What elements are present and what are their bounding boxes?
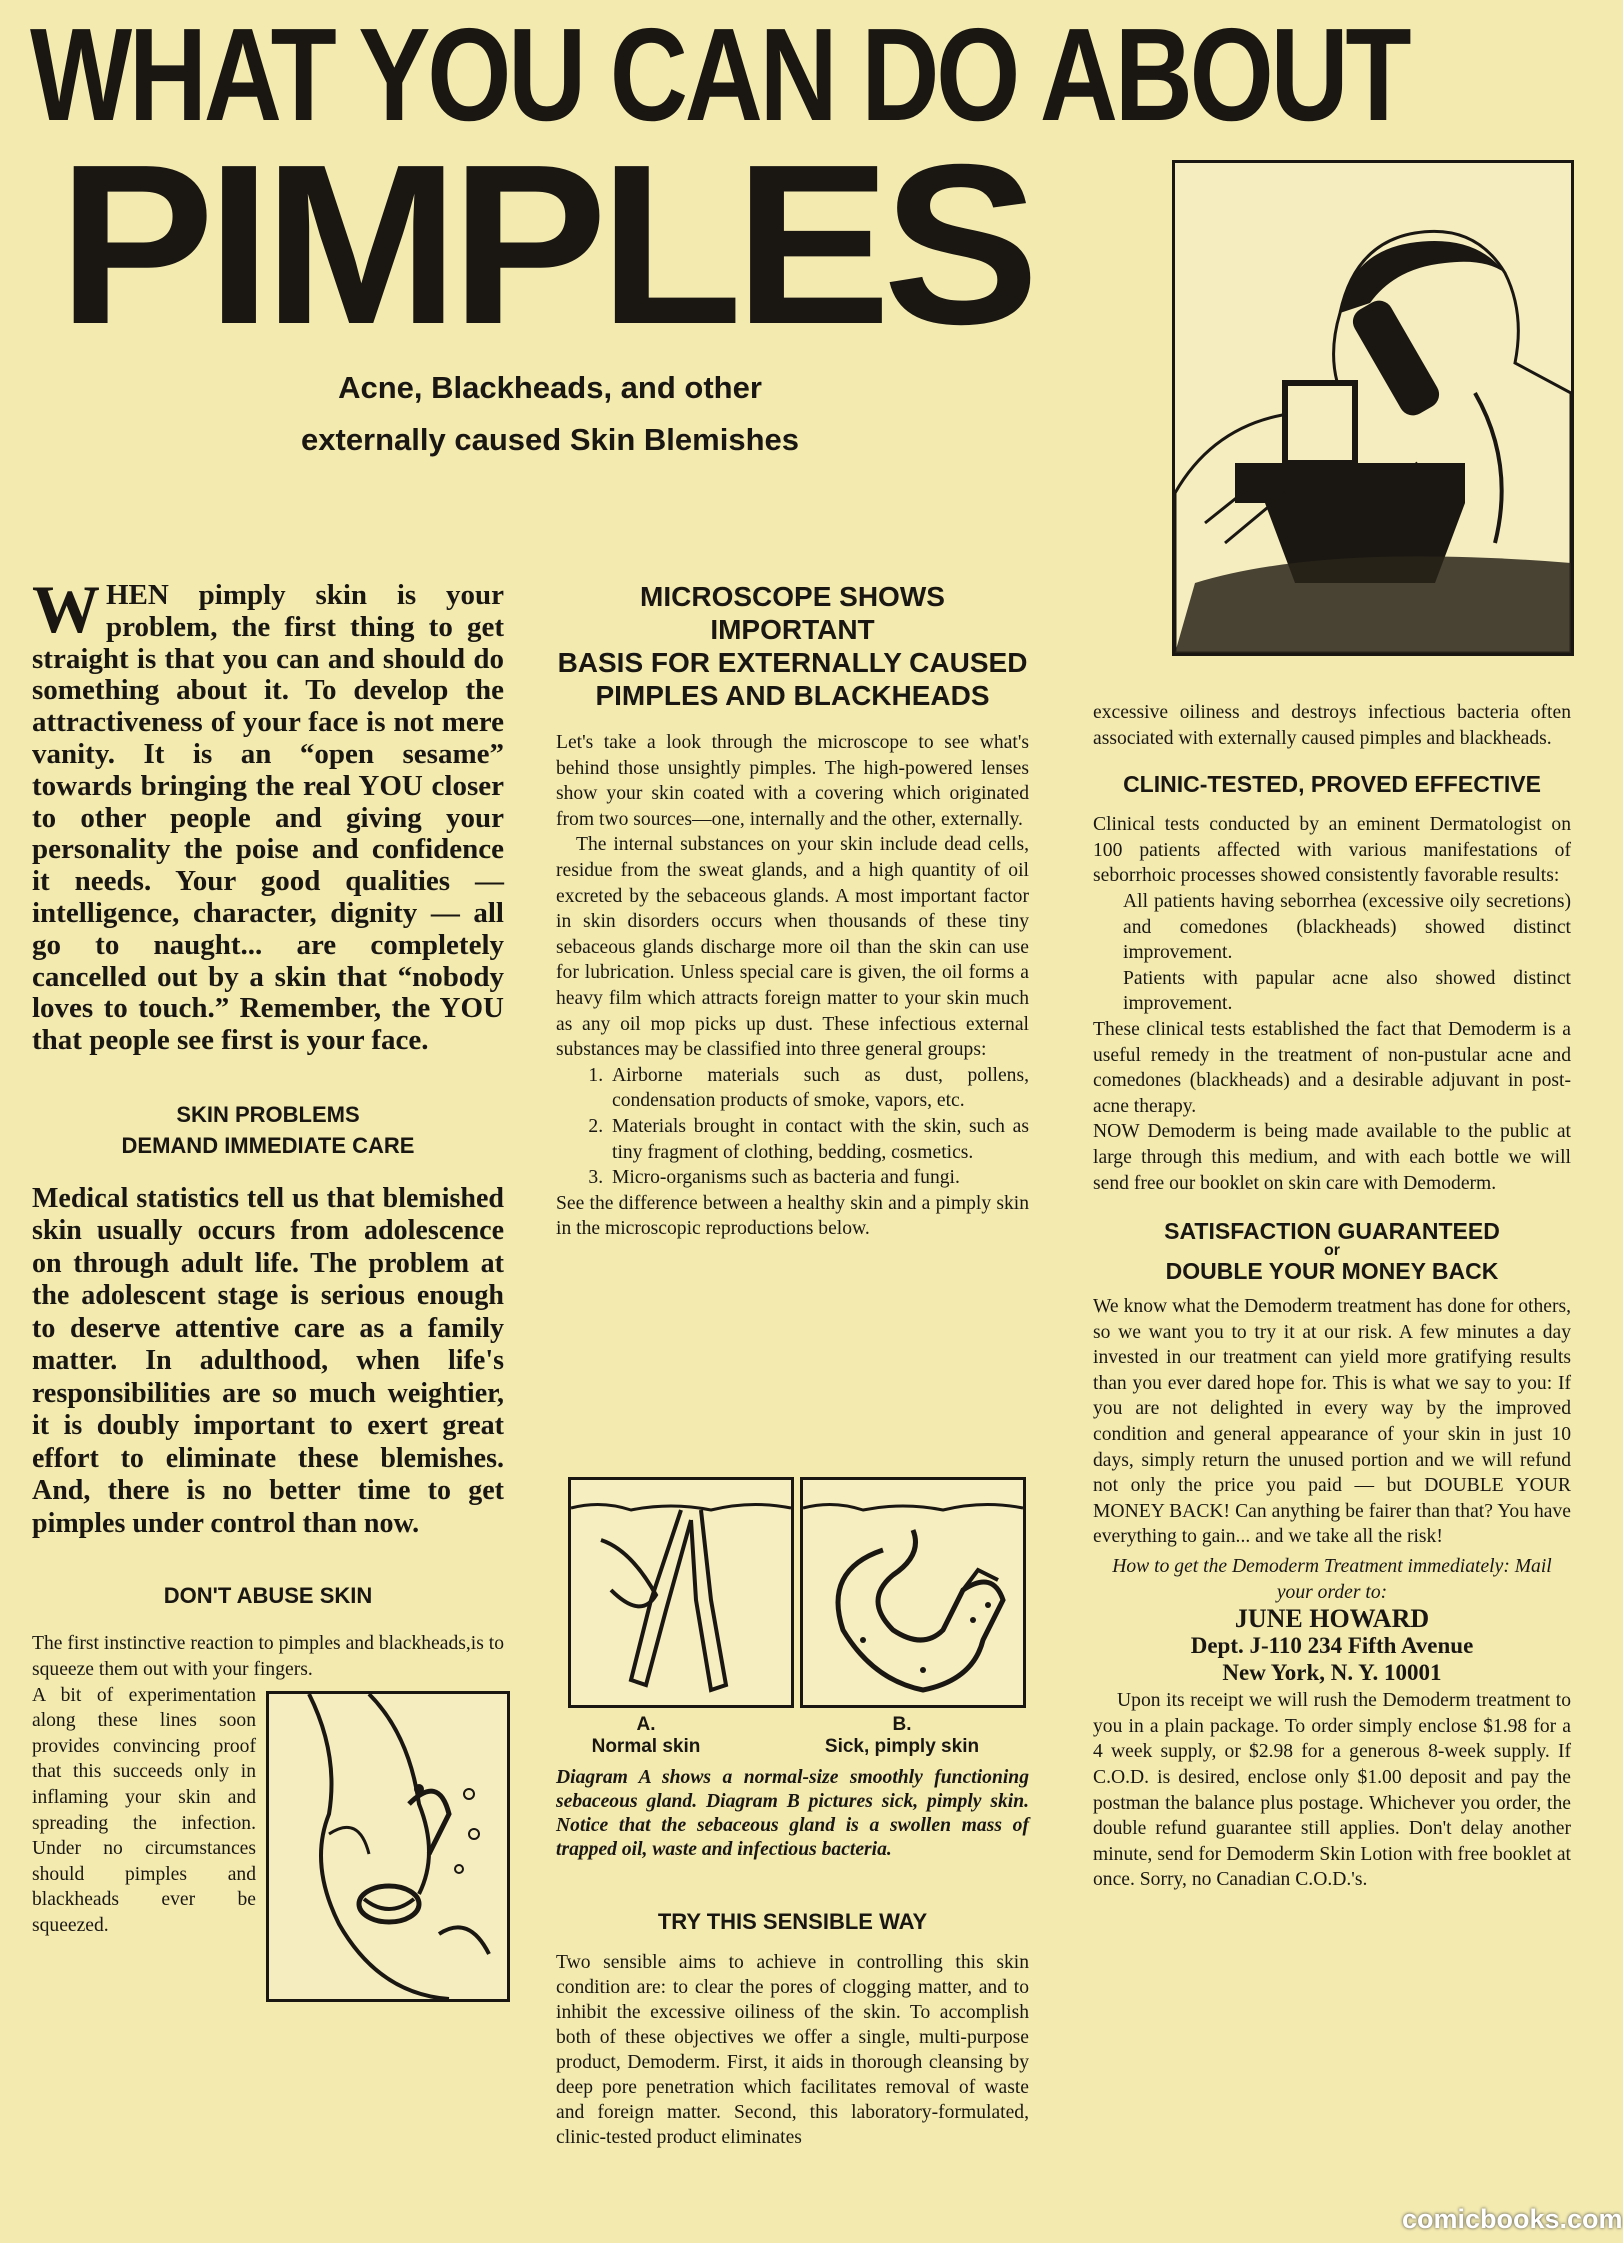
column-3 [1093, 700, 1571, 1893]
subheadline [40, 362, 1060, 466]
squeezing-illustration [266, 1691, 510, 2002]
scientist-drawing [1175, 163, 1571, 653]
subheadline-line1: Acne, Blackheads, and other [338, 370, 762, 405]
diagram-b-pimply-skin [800, 1477, 1026, 1708]
diagram-a-letter: A. [636, 1714, 656, 1735]
column-2 [556, 580, 1029, 1242]
squeezing-drawing [269, 1694, 507, 1999]
microscope-p2: The internal substances on your skin include dead cells, residue from the sweat glands, and a high quantity of oil excreted by the sebaceous glands. A most important factor in skin disorders occurs when thousands of these tiny sebaceous glands discharge more oil than the skin can use for lubrication. Unless special care is given, the oil forms a heavy film which attracts foreign matter to your skin much as any oil mop picks up dust. These infectious external substances may be classified into three general groups: [556, 834, 1029, 1061]
microscope-title-line2: BASIS FOR EXTERNALLY CAUSED [557, 647, 1028, 678]
headline-line1: WHAT YOU CAN DO ABOUT [30, 1, 1409, 148]
clinic-p2: These clinical tests established the fact that Demoderm is a useful remedy in the treatment of non-pustular acne and comedones (blackheads) and a desirable adjuvant in post-acne therapy. [1093, 1018, 1571, 1117]
clinic-item1: All patients having seborrhea (excessive oily secretions) and comedones (blackheads) showed distinct improvement. [1123, 890, 1571, 964]
section-title-skin-problems [32, 1099, 504, 1161]
how-to-order: How to get the Demoderm Treatment immediately: Mail your order to: [1112, 1556, 1552, 1603]
address-line2: New York, N. Y. 10001 [1222, 1660, 1442, 1686]
guarantee-line1: SATISFACTION GUARANTEED [1164, 1218, 1500, 1245]
dont-abuse-body-side: A bit of experimentation along these lines soon provides convincing proof that this succeeds only in inflaming your skin and spreading the infection. Under no circumstances should pimples and blackheads ever be squeezed. [32, 1684, 256, 1936]
clinic-title: CLINIC-TESTED, PROVED EFFECTIVE [1123, 771, 1541, 798]
intro-text: HEN pimply skin is your problem, the first thing to get straight is that you can and should do something about it. To develop the attractiveness of your face is not mere vanity. It is an “open sesame” towards bringing the real YOU closer to other people and giving your personality the poise and confidence it needs. Your good qualities — intelligence, character, dignity — all go to naught... are completely cancelled out by a skin that “nobody loves to touch.” Remember, the YOU that people see first is your face. [32, 579, 504, 1057]
scientist-microscope-illustration [1172, 160, 1574, 656]
clinic-p3: NOW Demoderm is being made available to the public at large through this medium, and with each bottle we will send free our booklet on skin care with Demoderm. [1093, 1121, 1571, 1194]
column-1 [32, 571, 504, 1939]
contaminant-list [556, 1063, 1029, 1191]
microscope-p1: Let's take a look through the microscope to see what's behind those unsightly pimples. The high-powered lenses show your skin coated with a covering which originated from two sources—one, internally and the other, externally. [556, 732, 1029, 830]
microscope-p3: See the difference between a healthy skin and a pimply skin in the microscopic reproductions below. [556, 1192, 1029, 1240]
drop-cap: W [32, 571, 100, 647]
microscope-title [556, 580, 1029, 712]
diagram-caption: Diagram A shows a normal-size smoothly functioning sebaceous gland. Diagram B pictures sick, pimply skin. Notice that the sebaceous gland is a swollen mass of trapped oil, waste and infectious bacteria. [556, 1767, 1029, 1860]
clinic-item2: Patients with papular acne also showed distinct improvement. [1123, 967, 1571, 1015]
diagram-a-label [536, 1714, 756, 1758]
guarantee-line2: DOUBLE YOUR MONEY BACK [1165, 1258, 1499, 1285]
diagram-b-letter: B. [892, 1714, 912, 1735]
diagram-b-label [792, 1714, 1012, 1758]
guarantee-or: or [1324, 1242, 1340, 1260]
section-title-line2: DEMAND IMMEDIATE CARE [121, 1132, 415, 1158]
diagram-a-normal-skin [568, 1477, 794, 1708]
guarantee-title [1093, 1218, 1571, 1284]
intro-paragraph [32, 571, 504, 1057]
guarantee-body: We know what the Demoderm treatment has done for others, so we want you to try it at our risk. A few minutes a day invested in our treatment can yield more gratifying results than you ever dared hope for. This is what we say to you: If you are not delighted in every way by the improved condition and general appearance of your skin in just 10 days, simply return the unused portion and we will refund not only the price you paid — but DOUBLE YOUR MONEY BACK! Can anything be fairer than that? You have everything to gain... and we take all the risk! [1093, 1296, 1571, 1548]
mailing-address [1093, 1605, 1571, 1686]
section-title-dont-abuse: DON'T ABUSE SKIN [163, 1583, 373, 1609]
diagram-a-caption: Normal skin [591, 1736, 701, 1757]
order-instructions: Upon its receipt we will rush the Demoderm treatment to you in a plain package. To order simply enclose $1.98 for a 4 week supply, or $2.98 for a generous 8-week supply. If C.O.D. is desired, enclose only $1.00 deposit and pay the postman the balance plus postage. Whichever you order, the double refund guarantee still applies. Don't delay another minute, send for Demoderm Skin Lotion with free booklet at once. Sorry, no Canadian C.O.D.'s. [1093, 1690, 1571, 1891]
subheadline-line2: externally caused Skin Blemishes [301, 422, 799, 457]
address-name: JUNE HOWARD [1234, 1604, 1430, 1634]
list-item: 1. Airborne materials such as dust, pollens, condensation products of smoke, vapors, etc. [608, 1063, 1029, 1114]
watermark: comicbooks.com [1402, 2204, 1623, 2234]
normal-gland-drawing [571, 1480, 791, 1705]
microscope-title-line3: PIMPLES AND BLACKHEADS [595, 680, 990, 711]
diagram-b-caption: Sick, pimply skin [824, 1736, 980, 1757]
dont-abuse-wrap [32, 1683, 504, 1939]
sensible-way-body: Two sensible aims to achieve in controlling this skin condition are: to clear the pores of clogging matter, and to inhibit the excessive oiliness of the skin. To accomplish both of these objectives we offer a single, multi-purpose product, Demoderm. First, it aids in thorough cleansing by deep pore penetration which facilitates removal of waste and foreign matter. Second, this laboratory-formulated, clinic-tested product eliminates [556, 1952, 1029, 2148]
address-line1: Dept. J-110 234 Fifth Avenue [1190, 1633, 1474, 1659]
headline-pimples: PIMPLES [58, 118, 1032, 372]
list-item: 3. Micro-organisms such as bacteria and fungi. [608, 1165, 1029, 1191]
section-title-sensible-way: TRY THIS SENSIBLE WAY [657, 1909, 928, 1934]
section-title-line1: SKIN PROBLEMS [176, 1101, 360, 1127]
skin-problems-body: Medical statistics tell us that blemished skin usually occurs from adolescence on through adult life. The problem at the adolescent stage is serious enough to deserve attentive care as a family matter. In adulthood, when life's responsibilities are so much weightier, it is doubly important to exert great effort to eliminate these blemishes. And, there is no better time to get pimples under control than now. [32, 1182, 504, 1539]
col3-continuation: excessive oiliness and destroys infectious bacteria often associated with externally caused pimples and blackheads. [1093, 702, 1571, 749]
microscope-title-line1: MICROSCOPE SHOWS IMPORTANT [640, 581, 945, 645]
list-item: 2. Materials brought in contact with the skin, such as tiny fragment of clothing, bedding, cosmetics. [608, 1114, 1029, 1165]
swollen-gland-drawing [803, 1480, 1023, 1705]
dont-abuse-body-top: The first instinctive reaction to pimples and blackheads,is to squeeze them out with your fingers. [32, 1633, 504, 1681]
clinic-p1: Clinical tests conducted by an eminent Dermatologist on 100 patients affected with various manifestations of seborrhoic processes showed consistently favorable results: [1093, 814, 1571, 887]
